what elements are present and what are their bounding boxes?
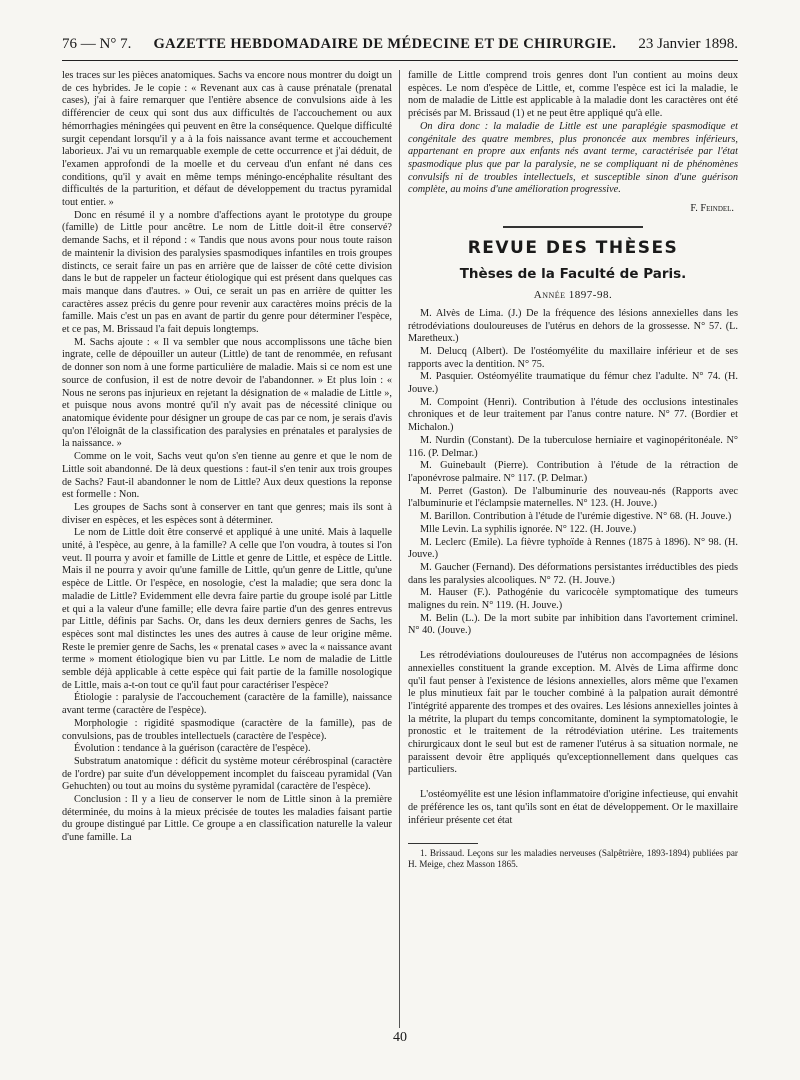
thesis-entry: M. Pasquier. Ostéomyélite traumatique du fémur chez l'adulte. N° 74. (H. Jouve.) xyxy=(408,371,738,396)
column-divider xyxy=(399,70,400,1028)
paragraph: Les groupes de Sachs sont à conserver en tant que genres; mais ils sont à diviser en espèces, et les espèces sont à déterminer. xyxy=(62,501,392,526)
thesis-entry: M. Perret (Gaston). De l'albuminurie des nouveau-nés (Rapports avec l'albuminurie et l'éclampsie maternelles. N° 123. (H. Jouve.) xyxy=(408,485,738,510)
right-column xyxy=(408,70,738,1030)
thesis-entry: M. Nurdin (Constant). De la tuberculose herniaire et vaginopéritonéale. N° 116. (P. Delmar.) xyxy=(408,434,738,459)
issue-date: 23 Janvier 1898. xyxy=(638,36,738,52)
paragraph: Morphologie : rigidité spasmodique (caractère de la famille), pas de convulsions, pas de troubles intellectuels (caractère de l'espèce). xyxy=(62,717,392,742)
left-column xyxy=(62,70,392,1030)
page-number: 40 xyxy=(393,1030,407,1045)
author-signature: F. Feindel. xyxy=(690,203,734,215)
paragraph: L'ostéomyélite est une lésion inflammatoire d'origine infectieuse, qui envahit de préférence les os, tant qu'ils sont en état de développement. Or le maxillaire inférieur présente cet état xyxy=(408,789,738,826)
thesis-entry: M. Belin (L.). De la mort subite par inhibition dans l'avortement criminel. N° 40. (Jouve.) xyxy=(408,612,738,637)
thesis-entry: M. Gaucher (Fernand). Des déformations persistantes irréductibles des pieds dans les paralysies alcooliques. N° 72. (H. Jouve.) xyxy=(408,561,738,586)
paragraph: Comme on le voit, Sachs veut qu'on s'en tienne au genre et que le nom de Little soit abandonné. De là deux questions : faut-il s'en tenir aux trois groupes de Sachs? Faut-il abandonner le nom de Little? Aux deux questions la reponse est formelle : Non. xyxy=(62,451,392,501)
paragraph: famille de Little comprend trois genres dont l'un contient au moins deux espèces. Le nom d'espèce de Little, et, comme l'espèce est ici la maladie, le nom de maladie de Little est applicable à la maladie dont les caractères ont été précisés par M. Brissaud (1) et ne peut être appliqué qu'à elle. xyxy=(408,70,738,120)
paragraph: Étiologie : paralysie de l'accouchement (caractère de la famille), naissance avant terme (caractère de l'espèce). xyxy=(62,692,392,717)
thesis-entry: M. Barillon. Contribution à l'étude de l'urémie digestive. N° 68. (H. Jouve.) xyxy=(420,511,732,523)
footnote: 1. Brissaud. Leçons sur les maladies nerveuses (Salpêtrière, 1893-1894) publiées par H. Meige, chez Masson 1865. xyxy=(408,848,738,870)
paragraph: Donc en résumé il y a nombre d'affections ayant le prototype du groupe (famille) de Little pour ancêtre. Le nom de Little doit-il être conservé? demande Sachs, et il répond : « Tandis que nous avons pour nous toute raison de maintenir la division des paralysies spasmodiques infantiles en trois groupes distincts, ce serait faire un pas en arrière que de laisser de côté cette division dans le but de rappeler un facteur étiologique qui est présent dans quelques cas mais manque dans d'autres. » Oui, ce serait un pas en arrière de quitter les caractères assez précis du genre pour revenir aux caractères moins précis de la famille. Mais c'est un pas en avant de partir du genre pour déterminer l'espèce, et ce pas, M. Brissaud l'a fait depuis longtemps. xyxy=(62,209,392,336)
paragraph: Conclusion : Il y a lieu de conserver le nom de Little sinon à la première déterminée, du moins à la mieux précisée de toutes les maladies faisant partie du groupe distingué par Little. Ce groupe a en classification naturelle la valeur d'une famille. La xyxy=(62,794,392,844)
thesis-entry: M. Delucq (Albert). De l'ostéomyélite du maxillaire inférieur et de ses rapports avec la dentition. N° 75. xyxy=(408,345,738,370)
thesis-entry: M. Guinebault (Pierre). Contribution à l'étude de la rétraction de l'aponévrose palmaire. N° 117. (P. Delmar.) xyxy=(408,460,738,484)
thesis-entry: M. Hauser (F.). Pathogénie du varicocèle symptomatique des tumeurs malignes du rein. N° 119. (H. Jouve.) xyxy=(408,587,738,612)
academic-year: Année 1897-98. xyxy=(533,289,613,302)
thesis-entry: Mlle Levin. La syphilis ignorée. N° 122. (H. Jouve.) xyxy=(420,523,637,535)
paragraph: les traces sur les pièces anatomiques. Sachs va encore nous montrer du doigt un de ces hybrides. Je le copie : « Revenant aux cas à cause prénatale (prenatal cases), j'ai à faire remarquer que l'entière absence de convulsions aide à les différencier de ceux qui sont dus aux difficultés de l'accouchement ou aux hémorrhagies méningées qui peuvent en être la conséquence. Quelque difficulté surgit cependant lorsqu'il y a à la fois naissance avant terme et accouchement laborieux. J'ai vu un remarquable exemple de cette occurrence et j'ai déduit, de l'examen approfondi de la moelle et du cerveau d'un enfant né dans ces conditions, qu'il y avait en même temps méningo-encéphalite résultant des difficultés de la parturition, et défaut de développement du tractus pyramidal tout entier. » xyxy=(62,70,392,209)
page-header xyxy=(62,36,738,53)
paragraph: Le nom de Little doit être conservé et appliqué à une unité. Mais à laquelle unité, à l'espèce, au genre, à la famille? A celle que l'on voudra, à toutes si l'on veut. Il pourra y avoir et famille de Little et genre de Little, et espèce de Little. Mais il ne pourra y avoir qu'une famille de Little, qu'un genre de Little, qu'une espèce de Little. Or l'espèce, en nosologie, c'est la maladie; que sera donc la maladie de Little? Evidemment elle devra faire partie du groupe isolé par Little et qui a la valeur d'une famille; elle devra faire partie d'un des genres entrevus par Little, définis par Sachs. Or, dans les deux derniers genres de Sachs, les espèces sont mal distinctes les unes des autres à cause de leur origine même. Reste le premier genre de Sachs, les « prenatal cases » avec la « naissance avant terme » moment étiologique bien vu par Little. Le nom de maladie de Little semble déjà applicable à cette espèce qui fait partie de la famille nosologique de Little, mais a-t-on tout ce qu'il faut pour caractériser l'espèce? xyxy=(62,527,392,691)
thesis-entry: M. Compoint (Henri). Contribution à l'étude des occlusions intestinales chroniques et de leur traitement par l'anus contre nature. N° 77. (Bordier et Michalon.) xyxy=(408,396,738,434)
paragraph: Substratum anatomique : déficit du système moteur cérébrospinal (caractère de l'ordre) par suite d'un développement incomplet du faisceau pyramidal (Van Gehuchten) ou tout au moins du système pyramidal (caractère de l'espèce). xyxy=(62,755,392,793)
thesis-entry: M. Alvès de Lima. (J.) De la fréquence des lésions annexielles dans les rétrodéviations douloureuses de l'utérus en dehors de la grossesse. N° 57. (L. Maretheux.) xyxy=(408,307,738,345)
paragraph: M. Sachs ajoute : « Il va sembler que nous accomplissons une tâche bien ingrate, celle de dépouiller un auteur (Little) de tant de renommée, en refusant de donner son nom à une forme particulière de maladie. Mais si ce nom est une source de confusion, il est de notre devoir de l'abandonner. » Et plus loin : « Nous ne serons pas injurieux en rejetant la désignation de « maladie de Little », et puisque nous avons montré qu'il n'y avait pas de nécessité clinique ou anatomique évidente pour désigner un groupe de cas par ce nom, je serais d'avis qu'on l'éloignât de la classification des paralysies en prénatales et paralysies de la naissance. » xyxy=(62,336,392,450)
spacer xyxy=(408,777,738,789)
paragraph: Les rétrodéviations douloureuses de l'utérus non accompagnées de lésions annexielles constituent la grande exception. M. Alvès de Lima affirme donc qu'il faut penser à l'existence de lésions annexielles, alors même que l'examen le plus minutieux fait par le toucher combiné à la palpation aurait démontré l'intégrité apparente des trompes et des ovaires. Les lésions annexielles jointes à la métrite, la plupart du temps concomitante, dominent la symptomatologie, le pronostic et le traitement de la rétrodéviation utérine. Les traitements chirurgicaux dont le seul but est de ramener l'utérus à sa situation normale, ne paraissent devoir être appliqués qu'exceptionnellement dans quelques cas particuliers. xyxy=(408,650,738,776)
subsection-title: Thèses de la Faculté de Paris. xyxy=(459,266,687,283)
page-issue-number: 76 — N° 7. xyxy=(62,36,132,52)
paragraph: Évolution : tendance à la guérison (caractère de l'espèce). xyxy=(74,743,311,755)
header-rule xyxy=(62,60,738,61)
thesis-entry: M. Leclerc (Emile). La fièvre typhoïde à Rennes (1875 à 1896). N° 98. (H. Jouve.) xyxy=(408,536,738,561)
footnote-rule xyxy=(408,843,478,844)
section-rule xyxy=(503,226,643,228)
section-title: REVUE DES THÈSES xyxy=(467,237,679,258)
spacer xyxy=(408,638,738,650)
definition-paragraph: On dira donc : la maladie de Little est une paraplégie spasmodique et congénitale des quatre membres, plus prononcée aux membres inférieurs, appartenant en propre aux enfants nés avant terme, caractérisée par l'état spasmodique plus que par la paralysie, ne se compliquant ni de phénomènes convulsifs ni de troubles intellectuels, et susceptible sinon d'une guérison complète, au moins d'une amélioration progressive. xyxy=(408,120,738,196)
journal-title: GAZETTE HEBDOMADAIRE DE MÉDECINE ET DE CHIRURGIE. xyxy=(153,36,617,52)
